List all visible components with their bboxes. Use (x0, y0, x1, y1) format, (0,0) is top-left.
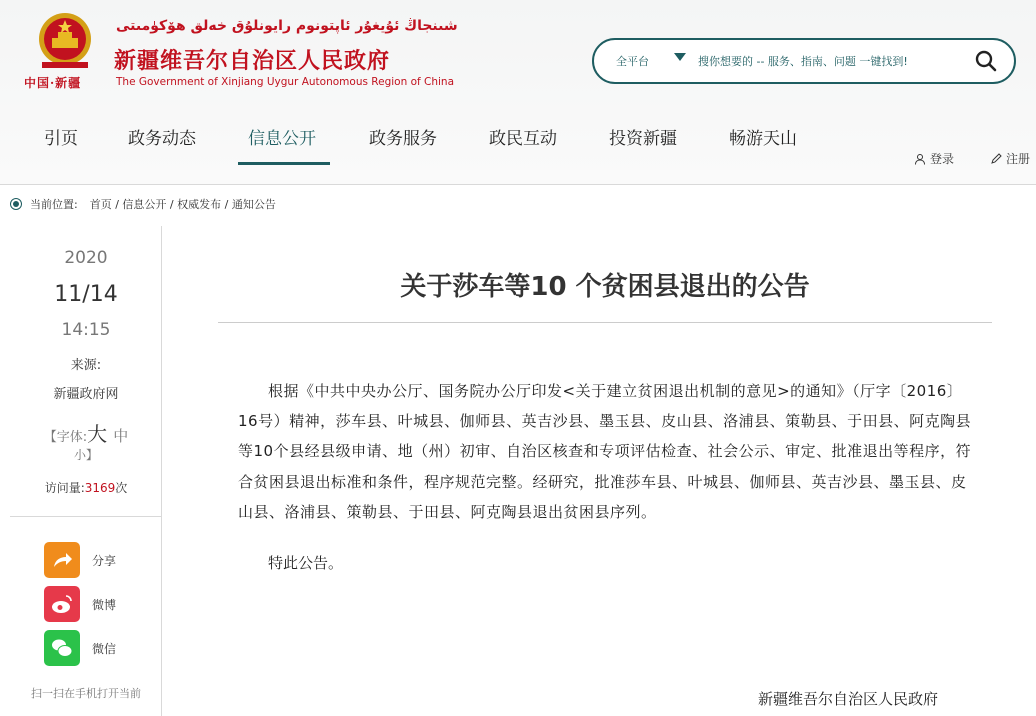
publish-year: 2020 (64, 248, 108, 268)
user-icon (914, 153, 926, 165)
font-size-control (10, 418, 162, 447)
views-unit: 次 (115, 481, 128, 495)
weibo-label: 微博 (92, 597, 117, 612)
nav-item-investment[interactable]: 投资新疆 (609, 129, 677, 149)
chevron-down-icon[interactable] (674, 53, 686, 61)
login-link[interactable] (914, 150, 954, 167)
article-meta-sidebar (10, 226, 162, 716)
breadcrumb-label: 当前位置: (30, 198, 78, 211)
article-closing: 特此公告。 (268, 554, 344, 572)
breadcrumb-path[interactable]: 首页 / 信息公开 / 权威发布 / 通知公告 (89, 198, 276, 211)
site-title[interactable]: 新疆维吾尔自治区人民政府 (114, 49, 391, 74)
source-value: 新疆政府网 (53, 387, 119, 402)
uyghur-title: شىنجاڭ ئۇيغۇر ئاپتونوم رايونلۇق خەلق ھۆكۈمىتى (116, 18, 458, 34)
article-title: 关于莎车等10 个贫困县退出的公告 (400, 272, 810, 302)
publish-time: 14:15 (61, 320, 111, 340)
site-header (0, 0, 1036, 185)
views-label: 访问量: (44, 481, 85, 495)
weibo-icon (44, 586, 80, 622)
divider (10, 516, 162, 517)
share-button[interactable] (44, 542, 116, 578)
share-icon (44, 542, 80, 578)
view-count (10, 479, 162, 496)
source-label: 来源: (70, 358, 102, 373)
title-divider (218, 322, 992, 323)
login-label[interactable]: 登录 (930, 152, 955, 166)
views-value: 3169 (84, 481, 116, 495)
search-scope-select[interactable]: 全平台 (616, 55, 649, 68)
nav-item-home[interactable]: 引页 (44, 129, 78, 149)
wechat-icon (44, 630, 80, 666)
font-medium-button[interactable]: 中 (113, 427, 129, 445)
breadcrumb (10, 196, 276, 212)
nav-item-tourism[interactable]: 畅游天山 (729, 129, 797, 149)
wechat-button[interactable] (44, 630, 116, 666)
nav-item-services[interactable]: 政务服务 (369, 129, 437, 149)
nav-item-info-disclosure[interactable]: 信息公开 (248, 129, 316, 149)
scan-qr-text: 扫一扫在手机打开当前 (31, 687, 141, 700)
seal-text: 中国·新疆 (24, 76, 82, 90)
main-nav (0, 118, 1036, 166)
article-signature: 新疆维吾尔自治区人民政府 (758, 690, 939, 708)
location-icon (10, 198, 22, 210)
share-label: 分享 (92, 553, 117, 568)
national-emblem-icon[interactable] (28, 10, 102, 72)
nav-item-interaction[interactable]: 政民互动 (489, 129, 557, 149)
wechat-label: 微信 (92, 641, 117, 656)
register-link[interactable] (990, 150, 1030, 167)
font-large-button[interactable]: 大 (87, 422, 108, 446)
font-small-button[interactable]: 小】 (73, 448, 98, 462)
article-body: 根据《中共中央办公厅、国务院办公厅印发<关于建立贫困退出机制的意见>的通知》（厅字〔2016〕16号）精神，莎车县、叶城县、伽师县、英吉沙县、墨玉县、皮山县、洛浦县、策勒县、于田县、阿克陶县等10个县经县级申请、地（州）初审、自治区核查和专项评估检查、社会公示、审定、批准退出等程序，符合贫困县退出标准和条件，程序规范完整。经研究，批准莎车县、叶城县、伽师县、英吉沙县、墨玉县、皮山县、洛浦县、策勒县、于田县、阿克陶县退出贫困县序列。 (238, 382, 972, 521)
register-label[interactable]: 注册 (1006, 152, 1031, 166)
pencil-icon (990, 153, 1002, 165)
publish-date: 11/14 (54, 282, 118, 307)
search-input[interactable]: 搜你想要的 -- 服务、指南、问题 一键找到! (698, 55, 908, 68)
weibo-button[interactable] (44, 586, 116, 622)
search-icon[interactable] (974, 49, 998, 73)
font-size-label: 【字体: (43, 430, 88, 445)
search-bar[interactable] (592, 38, 1016, 84)
nav-item-news[interactable]: 政务动态 (128, 129, 196, 149)
nav-active-indicator (238, 162, 330, 165)
site-subtitle: The Government of Xinjiang Uygur Autonomous Region of China (116, 76, 455, 88)
